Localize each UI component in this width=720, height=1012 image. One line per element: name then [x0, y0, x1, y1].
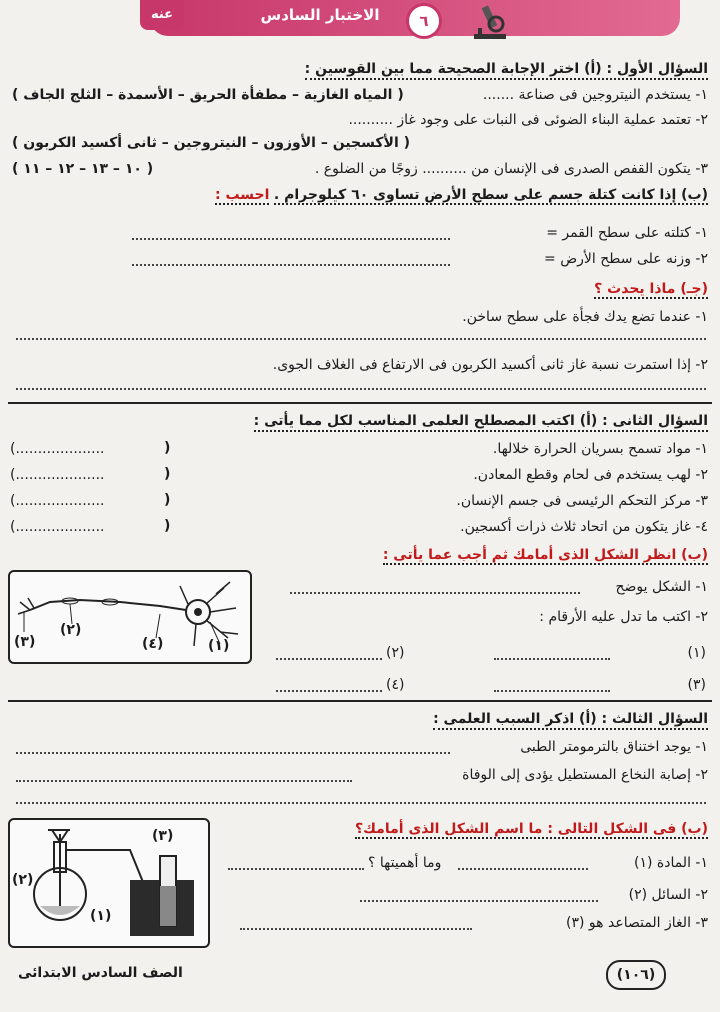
- q2-title: السؤال الثانى : (أ) اكتب المصطلح العلمى المناسب لكل مما يأتى :: [254, 412, 708, 430]
- q1-b-statement: (ب) إذا كانت كتلة جسم على سطح الأرض تساوى ٦٠ كيلوجرام . احسب :: [215, 187, 708, 203]
- q2-b1: ١- الشكل يوضح: [615, 579, 708, 595]
- q3-b2: ٢- السائل (٢): [628, 887, 708, 903]
- answer-line[interactable]: [290, 592, 580, 594]
- answer-line[interactable]: [494, 690, 610, 692]
- gas-apparatus-figure: [8, 818, 210, 948]
- q2-n1: (١): [687, 645, 706, 661]
- answer-line[interactable]: [276, 690, 382, 692]
- q2-item-1: ١- مواد تسمح بسريان الحرارة خلالها.: [492, 441, 708, 457]
- q1-c-title: (جـ) ماذا يحدث ؟: [594, 281, 708, 297]
- q3-a2: ٢- إصابة النخاع المستطيل يؤدى إلى الوفاة: [462, 767, 708, 783]
- answer-line[interactable]: [458, 868, 588, 870]
- q2-answer-3[interactable]: (....................: [10, 493, 105, 509]
- q1-item-2-options: ( الأكسجين – الأوزون – النيتروجين – ثانى أكسيد الكربون ): [12, 135, 411, 151]
- q2-b2: ٢- اكتب ما تدل عليه الأرقام :: [539, 609, 708, 625]
- answer-line[interactable]: [132, 238, 450, 240]
- neuron-label-3: (٣): [14, 634, 36, 650]
- calc-label: احسب :: [215, 187, 270, 203]
- q3-b-title: (ب) فى الشكل التالى : ما اسم الشكل الذى أمامك؟: [355, 821, 708, 837]
- answer-line[interactable]: [494, 658, 610, 660]
- page-number: (١٠٦): [606, 960, 666, 990]
- q2-n4: (٤): [386, 677, 405, 693]
- q2-n3: (٣): [687, 677, 706, 693]
- q3-title: السؤال الثالث : (أ) اذكر السبب العلمى :: [433, 710, 708, 728]
- answer-line[interactable]: [16, 338, 706, 340]
- microscope-icon: [468, 0, 512, 40]
- q2-answer-4[interactable]: (....................: [10, 519, 105, 535]
- apparatus-label-3: (٣): [152, 828, 174, 844]
- q2-paren-2: ): [164, 466, 171, 482]
- q2-b-title: (ب) انظر الشكل الذى أمامك ثم أجب عما يأتى :: [382, 547, 708, 563]
- q2-paren-3: ): [164, 492, 171, 508]
- q2-item-3: ٣- مركز التحكم الرئيسى فى جسم الإنسان.: [456, 493, 708, 509]
- answer-line[interactable]: [132, 264, 450, 266]
- q3-a1: ١- يوجد اختناق بالترمومتر الطبى: [520, 739, 708, 755]
- apparatus-label-1: (١): [90, 908, 112, 924]
- q1-item-3-options: ( ١٠ – ١٣ – ١٢ – ١١ ): [12, 161, 154, 177]
- q2-n2: (٢): [386, 645, 405, 661]
- q1-b1: ١- كتلته على سطح القمر =: [546, 225, 708, 241]
- neuron-figure: [8, 570, 252, 664]
- answer-line[interactable]: [16, 780, 352, 782]
- q1-item-1-options: ( المياه الغازية – مطفأة الحريق – الأسمدة – الثلج الجاف ): [12, 87, 404, 103]
- q2-item-2: ٢- لهب يستخدم فى لحام وقطع المعادن.: [473, 467, 708, 483]
- gas-apparatus-diagram: [10, 820, 208, 946]
- section-divider: [8, 402, 712, 404]
- exam-title: الاختبار السادس: [260, 6, 380, 24]
- q1-item-1: ١- يستخدم النيتروجين فى صناعة .......: [482, 87, 708, 103]
- exam-number: ٦: [406, 3, 442, 39]
- footer-grade: الصف السادس الابتدائى: [18, 965, 183, 981]
- q1-title: السؤال الأول : (أ) اختر الإجابة الصحيحة مما بين القوسين :: [305, 60, 708, 78]
- q3-b1-importance: وما أهميتها ؟: [368, 855, 442, 871]
- answer-line[interactable]: [240, 928, 472, 930]
- q3-b3: ٣- الغاز المتصاعد هو (٣): [566, 915, 708, 931]
- q1-b2: ٢- وزنه على سطح الأرض =: [544, 251, 708, 267]
- q3-b1: ١- المادة (١): [633, 855, 708, 871]
- q1-c1: ١- عندما تضع يدك فجأة على سطح ساخن.: [462, 309, 708, 325]
- answer-line[interactable]: [16, 388, 706, 390]
- q2-item-4: ٤- غاز يتكون من اتحاد ثلاث ذرات أكسجين.: [460, 519, 708, 535]
- q1-item-3: ٣- يتكون القفص الصدرى فى الإنسان من .......... زوجًا من الضلوع .: [314, 161, 708, 177]
- q1-c2: ٢- إذا استمرت نسبة غاز ثانى أكسيد الكربون فى الارتفاع فى الغلاف الجوى.: [272, 357, 708, 373]
- header-tab: عنه: [140, 0, 184, 30]
- section-divider: [8, 700, 712, 702]
- neuron-label-2: (٢): [60, 622, 82, 638]
- answer-line[interactable]: [228, 868, 364, 870]
- answer-line[interactable]: [276, 658, 382, 660]
- answer-line[interactable]: [16, 802, 706, 804]
- q1-item-2: ٢- تعتمد عملية البناء الضوئى فى النبات على وجود غاز ..........: [348, 112, 708, 128]
- q2-paren-1: ): [164, 440, 171, 456]
- q2-answer-2[interactable]: (....................: [10, 467, 105, 483]
- neuron-label-4: (٤): [142, 636, 164, 652]
- apparatus-label-2: (٢): [12, 872, 34, 888]
- answer-line[interactable]: [16, 752, 450, 754]
- q2-paren-4: ): [164, 518, 171, 534]
- answer-line[interactable]: [360, 900, 598, 902]
- neuron-label-1: (١): [208, 638, 230, 654]
- q2-answer-1[interactable]: (....................: [10, 441, 105, 457]
